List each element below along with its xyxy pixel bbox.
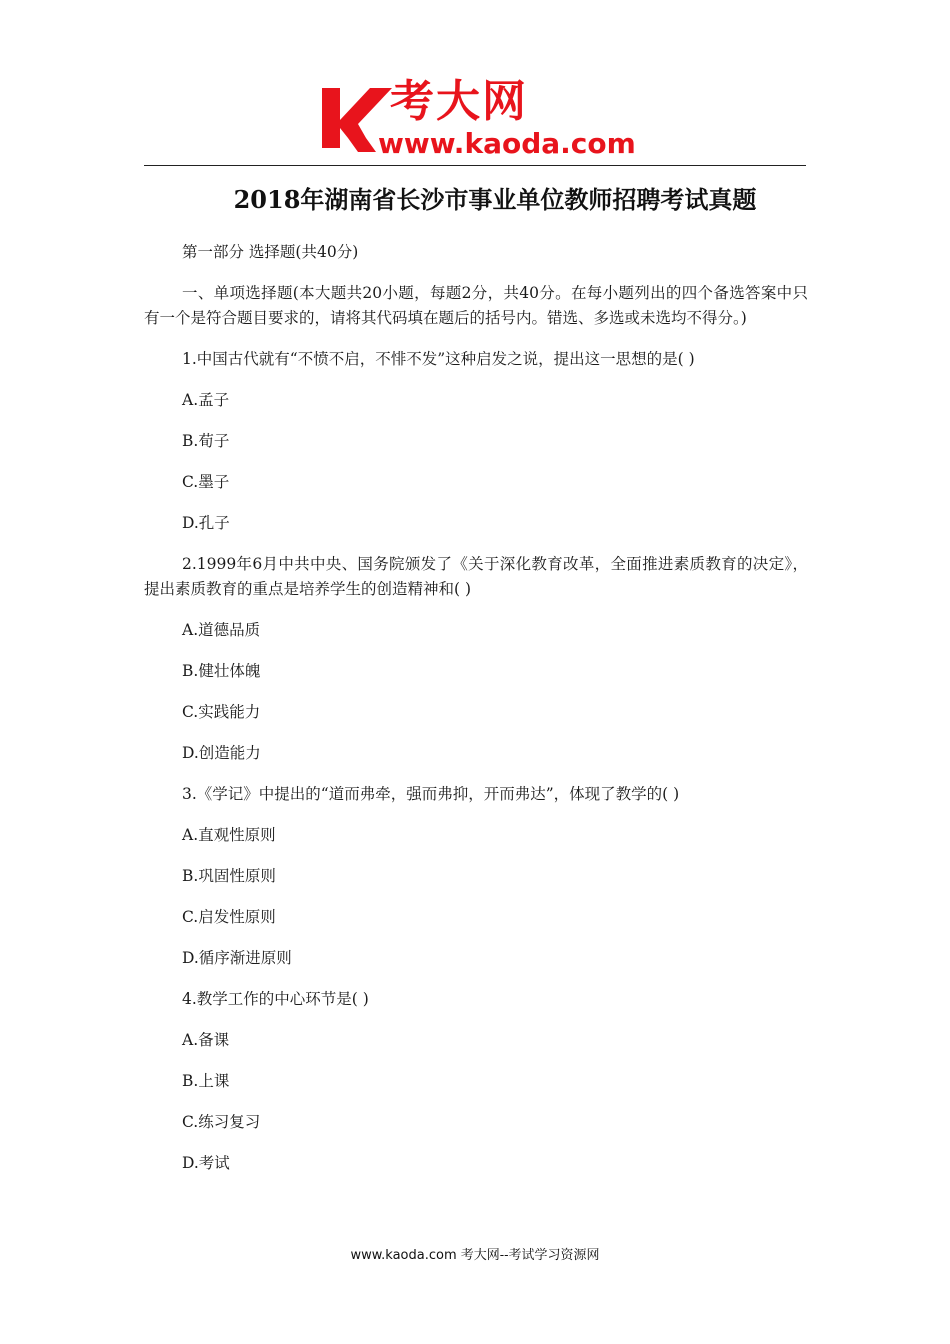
logo-url: www.kaoda.com bbox=[378, 127, 636, 160]
question-stem: 3.《学记》中提出的“道而弗牵，强而弗抑，开而弗达”，体现了教学的( ) bbox=[182, 785, 680, 803]
question-option: B.巩固性原则 bbox=[182, 867, 276, 885]
question-stem: 4.教学工作的中心环节是( ) bbox=[182, 990, 369, 1008]
document-title: 2018年湖南省长沙市事业单位教师招聘考试真题 bbox=[233, 185, 757, 214]
question-option: D.创造能力 bbox=[182, 744, 261, 762]
question-stem: 2.1999年6月中共中央、国务院颁发了《关于深化教育改革，全面推进素质教育的决定》，提出素质教育的重点是培养学生的创造精神和( ) bbox=[144, 555, 808, 598]
question-option: B.健壮体魄 bbox=[182, 662, 261, 680]
document-body bbox=[144, 240, 808, 1192]
site-logo bbox=[318, 78, 638, 158]
question-option: C.墨子 bbox=[182, 473, 230, 491]
footer-url[interactable]: www.kaoda.com bbox=[350, 1248, 457, 1263]
question-option: B.上课 bbox=[182, 1072, 230, 1090]
question-option: C.练习复习 bbox=[182, 1113, 261, 1131]
question-stem: 1.中国古代就有“不愤不启，不悱不发”这种启发之说，提出这一思想的是( ) bbox=[182, 350, 695, 368]
question-option: A.备课 bbox=[182, 1031, 230, 1049]
logo-name: 考大网 bbox=[390, 76, 528, 127]
question-option: A.直观性原则 bbox=[182, 826, 276, 844]
question-option: D.循序渐进原则 bbox=[182, 949, 292, 967]
question-option: D.考试 bbox=[182, 1154, 230, 1172]
question-option: A.孟子 bbox=[182, 391, 230, 409]
question-option: D.孔子 bbox=[182, 514, 230, 532]
question-option: A.道德品质 bbox=[182, 621, 261, 639]
question-option: B.荀子 bbox=[182, 432, 230, 450]
instructions: 一、单项选择题(本大题共20小题，每题2分，共40分。在每小题列出的四个备选答案中只有一个是符合题目要求的，请将其代码填在题后的括号内。错选、多选或未选均不得分。) bbox=[144, 284, 808, 327]
footer-text: 考大网--考试学习资源网 bbox=[460, 1248, 600, 1263]
question-option: C.启发性原则 bbox=[182, 908, 276, 926]
question-option: C.实践能力 bbox=[182, 703, 261, 721]
section-heading: 第一部分 选择题(共40分) bbox=[182, 243, 359, 261]
page-footer bbox=[0, 1246, 950, 1266]
header-divider bbox=[144, 165, 806, 166]
